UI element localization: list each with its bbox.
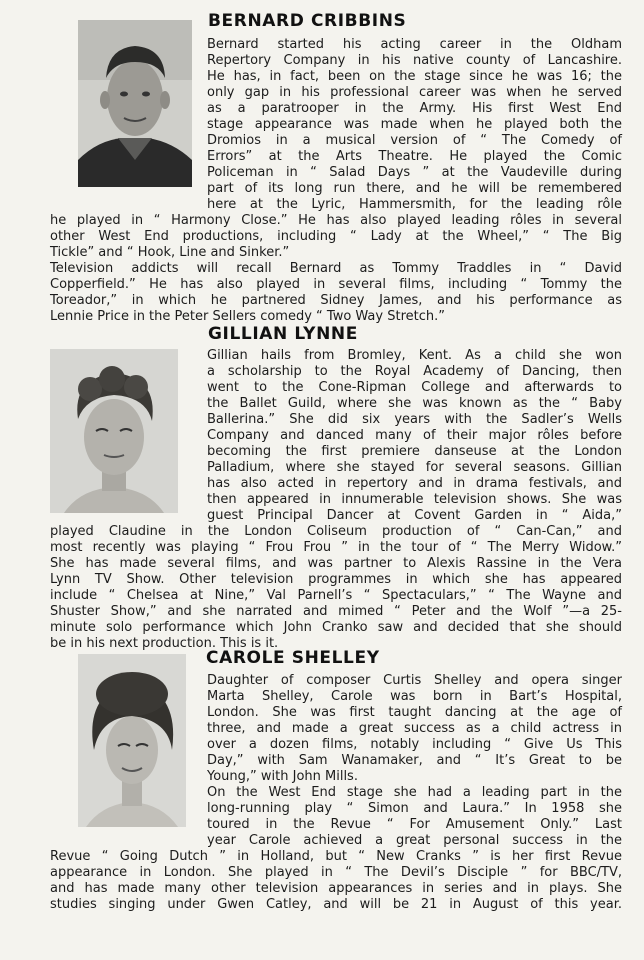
bio-text-line: Gillian hails from Bromley, Kent. As a child she won [207,348,622,363]
bio-text-line: toured in the Revue “ For Amusement Only.” Last [207,817,622,832]
bio-text-line: include “ Chelsea at Nine,” Val Parnell’s “ Spectaculars,” “ The Wayne and [50,588,622,603]
bio-text-line: Copperfield.” He has also played in several films, including “ Tommy the [50,277,622,292]
bio-text-line: Revue “ Going Dutch ” in Holland, but “ New Cranks ” is her first Revue [50,849,622,864]
bio-name: CAROLE SHELLEY [206,648,380,668]
bio-text-line: other West End productions, including “ Lady at the Wheel,” “ The Big [50,229,622,244]
bio-text-line: guest Principal Dancer at Covent Garden in “ Aida,” [207,508,622,523]
bio-name: GILLIAN LYNNE [208,324,358,344]
bio-text-line: Tickle” and “ Hook, Line and Sinker.” [50,245,290,260]
bio-text-line: over a dozen films, notably including “ Give Us This [207,737,622,752]
bio-text-line: he played in “ Harmony Close.” He has also played leading rôles in several [50,213,622,228]
bio-text-line: Toreador,” in which he partnered Sidney James, and his performance as [50,293,622,308]
bio-text-line: She has made several films, and was partner to Alexis Rassine in the Vera [50,556,622,571]
bio-text-line: London. She was first taught dancing at the age of [207,705,622,720]
bio-text-line: Policeman in “ Salad Days ” at the Vaudeville during [207,165,622,180]
bio-text-line: Dromios in a musical version of “ The Comedy of [207,133,622,148]
bio-text-line: then appeared in innumerable television shows. She was [207,492,622,507]
photo-carole-shelley [78,654,186,827]
bio-text-line: Palladium, where she stayed for several seasons. Gillian [207,460,622,475]
bio-text-line: here at the Lyric, Hammersmith, for the leading rôle [207,197,622,212]
bio-text-line: Television addicts will recall Bernard as Tommy Traddles in “ David [50,261,622,276]
bio-text-line: Lennie Price in the Peter Sellers comedy “ Two Way Stretch.” [50,309,445,324]
bio-text-line: Repertory Company in his native county of Lancashire. [207,53,622,68]
photo-bernard-cribbins [78,20,192,187]
bio-text-line: appearance in London. She played in “ The Devil’s Disciple ” for BBC/TV, [50,865,622,880]
bio-text-line: three, and made a great success as a child actress in [207,721,622,736]
bio-text-line: minute solo performance which John Cranko saw and decided that she should [50,620,622,635]
bio-text-line: Errors” at the Arts Theatre. He played the Comic [207,149,622,164]
bio-text-line: a scholarship to the Royal Academy of Dancing, then [207,364,622,379]
bio-text-line: Ballerina.” She did six years with the Sadler’s Wells [207,412,622,427]
bio-text-line: long-running play “ Simon and Laura.” In 1958 she [207,801,622,816]
bio-text-line: becoming the first premiere danseuse at the London [207,444,622,459]
bio-text-line: Marta Shelley, Carole was born in Bart’s Hospital, [207,689,622,704]
bio-text-line: stage appearance was made when he played both the [207,117,622,132]
bio-name: BERNARD CRIBBINS [208,11,407,31]
bio-text-line: Company and danced many of their major rôles before [207,428,622,443]
bio-text-line: only gap in his professional career was when he served [207,85,622,100]
bio-text-line: He has, in fact, been on the stage since he was 16; the [207,69,622,84]
bio-text-line: Young,” with John Mills. [207,769,358,784]
bio-text-line: most recently was playing “ Frou Frou ” in the tour of “ The Merry Widow.” [50,540,622,555]
bio-text-line: as a paratrooper in the Army. His first West End [207,101,622,116]
bio-text-line: year Carole achieved a great personal success in the [207,833,622,848]
bio-text-line: Daughter of composer Curtis Shelley and opera singer [207,673,622,688]
photo-gillian-lynne [50,349,178,513]
bio-text-line: Lynn TV Show. Other television programmes in which she has appeared [50,572,622,587]
bio-text-line: studies singing under Gwen Catley, and will be 21 in August of this year. [50,897,622,912]
bio-text-line: Bernard started his acting career in the Oldham [207,37,622,52]
bio-text-line: and has made many other television appearances in series and in plays. She [50,881,622,896]
bio-text-line: has also acted in repertory and in drama festivals, and [207,476,622,491]
bio-text-line: Day,” with Sam Wanamaker, and “ It’s Great to be [207,753,622,768]
bio-text-line: part of its long run there, and he will be remembered [207,181,622,196]
bio-text-line: went to the Cone-Ripman College and afterwards to [207,380,622,395]
bio-text-line: Shuster Show,” and she narrated and mimed “ Peter and the Wolf ”—a 25- [50,604,622,619]
bio-text-line: be in his next production. This is it. [50,636,279,651]
bio-text-line: played Claudine in the London Coliseum production of “ Can-Can,” and [50,524,622,539]
bio-text-line: On the West End stage she had a leading part in the [207,785,622,800]
bio-text-line: the Ballet Guild, where she was known as the “ Baby [207,396,622,411]
